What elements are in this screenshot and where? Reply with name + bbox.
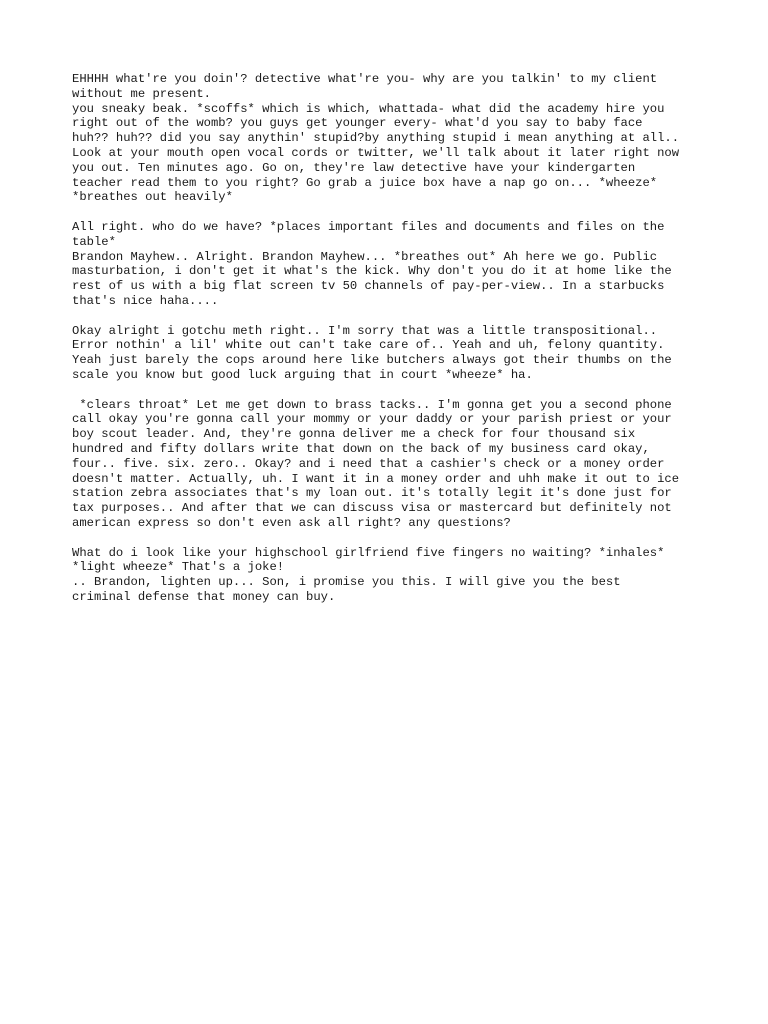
text-line: you sneaky beak. *scoffs* which is which, whattada- what did the academy hire you [72,101,665,116]
text-line: four.. five. six. zero.. Okay? and i need that a cashier's check or a money order [72,456,665,471]
text-line: right out of the womb? you guys get younger every- what'd you say to baby face [72,116,643,131]
text-line: What do i look like your highschool girlfriend five fingers no waiting? *inhales* [72,545,665,560]
text-line: Yeah just barely the cops around here like butchers always got their thumbs on the [72,353,672,368]
text-line: masturbation, i don't get it what's the kick. Why don't you do it at home like the [72,264,672,279]
text-line: criminal defense that money can buy. [72,589,336,604]
text-line: doesn't matter. Actually, uh. I want it in a money order and uhh make it out to ice [72,471,680,486]
text-line: .. Brandon, lighten up... Son, i promise you this. I will give you the best [72,575,621,590]
paragraph-4 [72,398,708,531]
text-line: rest of us with a big flat screen tv 50 channels of pay-per-view.. In a starbucks [72,279,665,294]
text-line: you out. Ten minutes ago. Go on, they're law detective have your kindergarten [72,160,636,175]
text-line: Look at your mouth open vocal cords or twitter, we'll talk about it later right now [72,145,680,160]
text-line: american express so don't even ask all right? any questions? [72,515,511,530]
text-line: *breathes out heavily* [72,190,233,205]
text-line: *light wheeze* That's a joke! [72,560,285,575]
text-line: EHHHH what're you doin'? detective what're you- why are you talkin' to my client [72,72,658,86]
text-line: huh?? huh?? did you say anythin' stupid?by anything stupid i mean anything at all.. [72,131,680,146]
paragraph-1 [72,72,708,205]
text-line: station zebra associates that's my loan out. it's totally legit it's done just for [72,486,672,501]
text-line: that's nice haha.... [72,293,219,308]
text-line: boy scout leader. And, they're gonna deliver me a check for four thousand six [72,427,636,442]
text-line: teacher read them to you right? Go grab a juice box have a nap go on... *wheeze* [72,175,658,190]
text-line: hundred and fifty dollars write that down on the back of my business card okay, [72,441,650,456]
text-line: without me present. [72,86,211,101]
text-line: scale you know but good luck arguing that in court *wheeze* ha. [72,367,533,382]
text-line: Error nothin' a lil' white out can't take care of.. Yeah and uh, felony quantity. [72,338,665,353]
text-line: table* [72,234,116,249]
text-line: tax purposes.. And after that we can discuss visa or mastercard but definitely not [72,501,672,516]
text-line: Brandon Mayhew.. Alright. Brandon Mayhew... *breathes out* Ah here we go. Public [72,249,658,264]
text-line: call okay you're gonna call your mommy or your daddy or your parish priest or your [72,412,672,427]
text-line: All right. who do we have? *places important files and documents and files on the [72,219,665,234]
paragraph-2 [72,220,708,309]
paragraph-5 [72,546,708,605]
paragraph-3 [72,324,708,383]
text-line: Okay alright i gotchu meth right.. I'm sorry that was a little transpositional.. [72,323,658,338]
text-line: *clears throat* Let me get down to brass tacks.. I'm gonna get you a second phone [72,397,672,412]
